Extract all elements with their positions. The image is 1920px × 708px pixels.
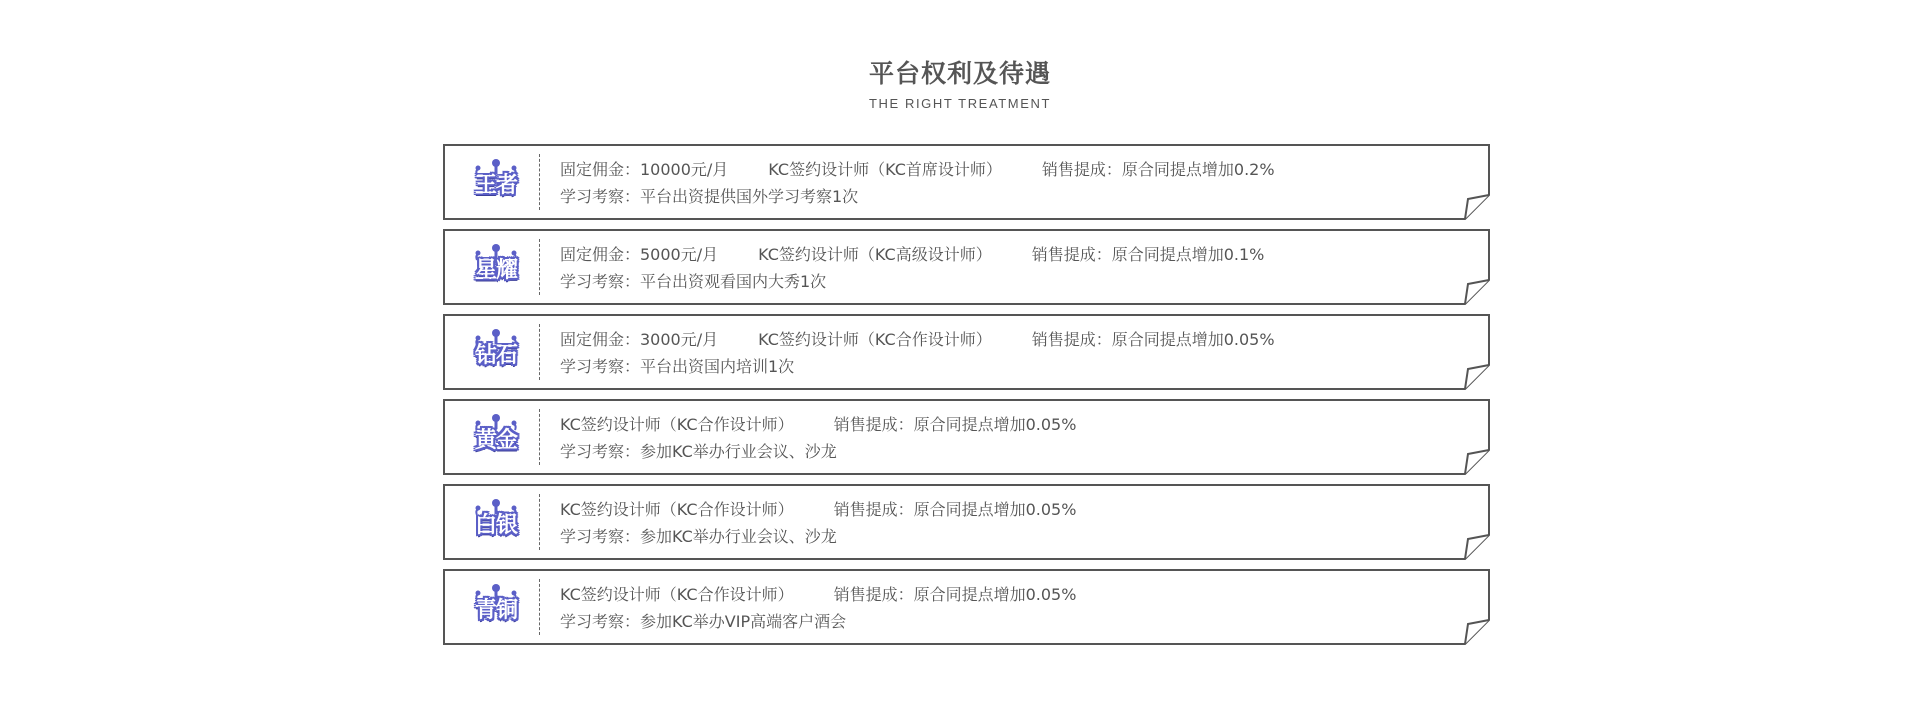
tier-list — [443, 144, 1490, 654]
tier-salary: 固定佣金：5000元/月 — [560, 245, 719, 264]
tier-benefits-line — [560, 415, 1076, 435]
tier-benefits-line — [560, 585, 1076, 605]
card-divider — [539, 239, 540, 295]
tier-title: KC签约设计师（KC合作设计师） — [560, 415, 794, 434]
tier-card — [443, 569, 1490, 645]
card-frame — [443, 314, 1490, 390]
card-divider — [539, 494, 540, 550]
tier-badge-label: 黄金 — [474, 428, 517, 453]
tier-badge — [469, 243, 523, 289]
tier-title: KC签约设计师（KC首席设计师） — [768, 160, 1002, 179]
tier-badge-label: 王者 — [474, 173, 517, 198]
card-frame — [443, 144, 1490, 220]
tier-badge — [469, 498, 523, 544]
tier-badge — [469, 158, 523, 204]
tier-salary: 固定佣金：3000元/月 — [560, 330, 719, 349]
tier-badge-label: 星耀 — [474, 258, 517, 283]
tier-commission: 销售提成：原合同提点增加0.05% — [1031, 330, 1275, 349]
tier-badge — [469, 413, 523, 459]
tier-benefits-line — [560, 245, 1264, 265]
card-divider — [539, 324, 540, 380]
card-divider — [539, 579, 540, 635]
tier-badge — [469, 328, 523, 374]
tier-title: KC签约设计师（KC合作设计师） — [560, 585, 794, 604]
tier-study: 学习考察：参加KC举办行业会议、沙龙 — [560, 442, 837, 461]
card-divider — [539, 409, 540, 465]
tier-commission: 销售提成：原合同提点增加0.05% — [833, 500, 1077, 519]
tier-benefits-line — [560, 500, 1076, 520]
page-header — [0, 58, 1920, 112]
card-divider — [539, 154, 540, 210]
tier-study: 学习考察：平台出资观看国内大秀1次 — [560, 272, 827, 291]
tier-benefits-line — [560, 160, 1275, 180]
card-frame — [443, 484, 1490, 560]
tier-card — [443, 484, 1490, 560]
tier-card — [443, 229, 1490, 305]
card-frame — [443, 399, 1490, 475]
tier-benefits-line — [560, 330, 1275, 350]
tier-card — [443, 144, 1490, 220]
tier-title: KC签约设计师（KC合作设计师） — [560, 500, 794, 519]
tier-commission: 销售提成：原合同提点增加0.05% — [833, 585, 1077, 604]
tier-study: 学习考察：参加KC举办行业会议、沙龙 — [560, 527, 837, 546]
tier-badge — [469, 583, 523, 629]
tier-salary: 固定佣金：10000元/月 — [560, 160, 729, 179]
tier-study: 学习考察：参加KC举办VIP高端客户酒会 — [560, 612, 847, 631]
page-title: 平台权利及待遇 — [868, 59, 1051, 88]
tier-study: 学习考察：平台出资国内培训1次 — [560, 357, 795, 376]
tier-title: KC签约设计师（KC合作设计师） — [758, 330, 992, 349]
page-subtitle: THE RIGHT TREATMENT — [868, 96, 1052, 111]
tier-commission: 销售提成：原合同提点增加0.1% — [1031, 245, 1265, 264]
tier-commission: 销售提成：原合同提点增加0.2% — [1041, 160, 1275, 179]
card-frame — [443, 229, 1490, 305]
tier-badge-label: 钻石 — [474, 343, 517, 368]
tier-card — [443, 314, 1490, 390]
tier-card — [443, 399, 1490, 475]
tier-badge-label: 白银 — [474, 513, 517, 538]
card-frame — [443, 569, 1490, 645]
tier-title: KC签约设计师（KC高级设计师） — [758, 245, 992, 264]
tier-study: 学习考察：平台出资提供国外学习考察1次 — [560, 187, 859, 206]
tier-badge-label: 青铜 — [474, 598, 517, 623]
tier-commission: 销售提成：原合同提点增加0.05% — [833, 415, 1077, 434]
